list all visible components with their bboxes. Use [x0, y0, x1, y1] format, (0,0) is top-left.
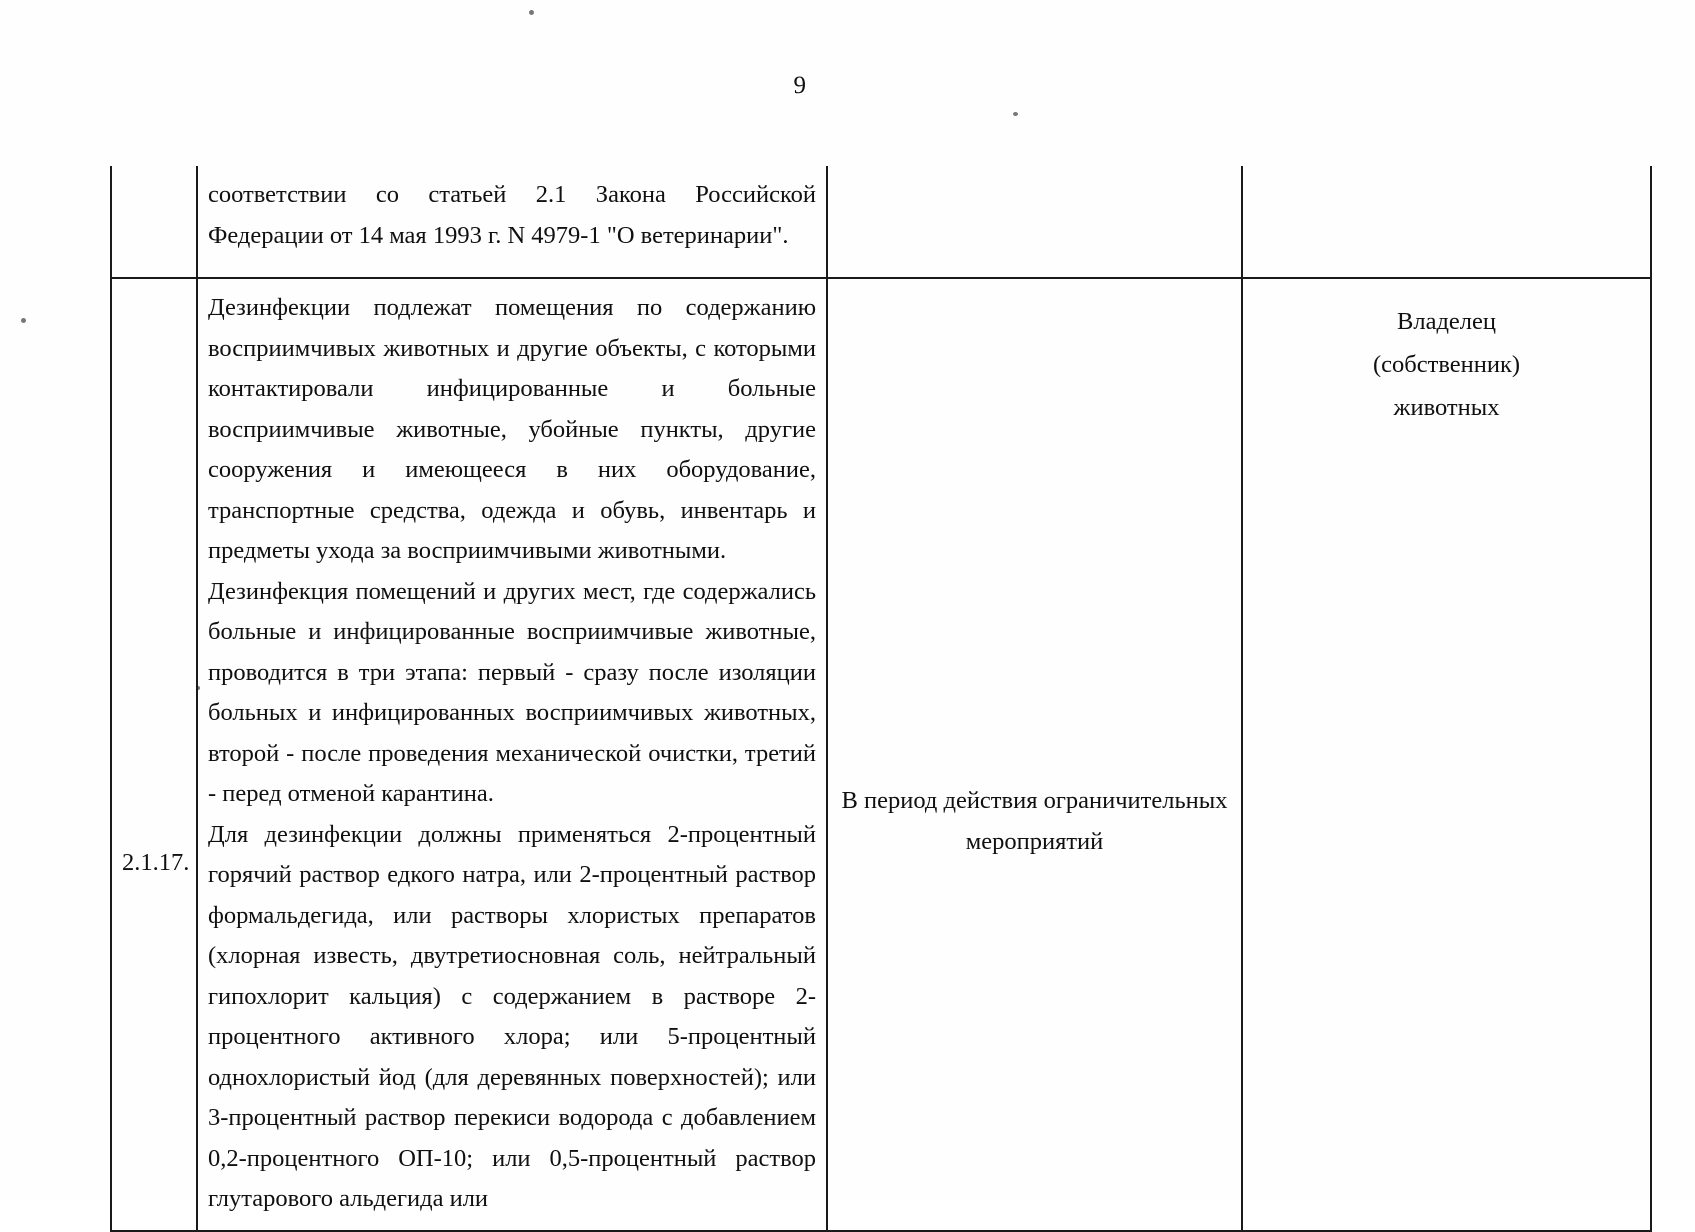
cell-term — [827, 166, 1242, 278]
cell-measure-description — [197, 166, 827, 278]
responsible-line: (собственник) — [1372, 351, 1521, 378]
cell-item-number — [111, 278, 197, 1231]
responsible-line: Владелец — [1397, 308, 1496, 335]
measure-paragraph: Для дезинфекции должны применяться 2-процентный горячий раствор едкого натра, или 2-процентный раствор формальдегида, или растворы хлористых препаратов (хлорная известь, двутретиосновная соль, нейтральный гипохлорит кальция) с содержанием в растворе 2-процентного активного хлора; или 5-процентный однохлористый йод (для деревянных поверхностей); или 3-процентный раствор перекиси водорода с добавлением 0,2-процентного ОП-10; или 0,5-процентный раствор глутарового альдегида или — [208, 820, 816, 1212]
cell-term — [827, 278, 1242, 1231]
cell-responsible — [1242, 166, 1651, 278]
term-value: В период действия ограничительных мероприятий — [841, 787, 1228, 855]
measure-paragraph: Дезинфекция помещений и других мест, где содержались больные и инфицированные восприимчивые животные, проводится в три этапа: первый - сразу после изоляции больных и инфицированных восприимчивых животных, второй - после проведения механической очистки, третий - перед отменой карантина. — [208, 577, 816, 807]
scan-speck — [21, 318, 26, 323]
responsible-value-group — [1253, 288, 1640, 429]
regulation-table — [110, 166, 1652, 1232]
item-number-value: 2.1.17. — [122, 849, 190, 876]
measure-paragraph: соответствии со статьей 2.1 Закона Российской Федерации от 14 мая 1993 г. N 4979-1 "О ветеринарии". — [208, 181, 816, 249]
scan-speck — [1013, 112, 1018, 116]
cell-item-number — [111, 166, 197, 278]
table-row — [111, 166, 1651, 278]
page-number: 9 — [793, 72, 807, 99]
scan-speck — [529, 10, 534, 15]
responsible-line: животных — [1393, 394, 1500, 421]
cell-measure-description — [197, 278, 827, 1231]
cell-responsible — [1242, 278, 1651, 1231]
measure-paragraph: Дезинфекции подлежат помещения по содержанию восприимчивых животных и другие объекты, с которыми контактировали инфицированные и больные восприимчивые животные, убойные пункты, другие сооружения и имеющееся в них оборудование, транспортные средства, одежда и обувь, инвентарь и предметы ухода за восприимчивыми животными. — [208, 294, 816, 564]
table-row — [111, 278, 1651, 1231]
